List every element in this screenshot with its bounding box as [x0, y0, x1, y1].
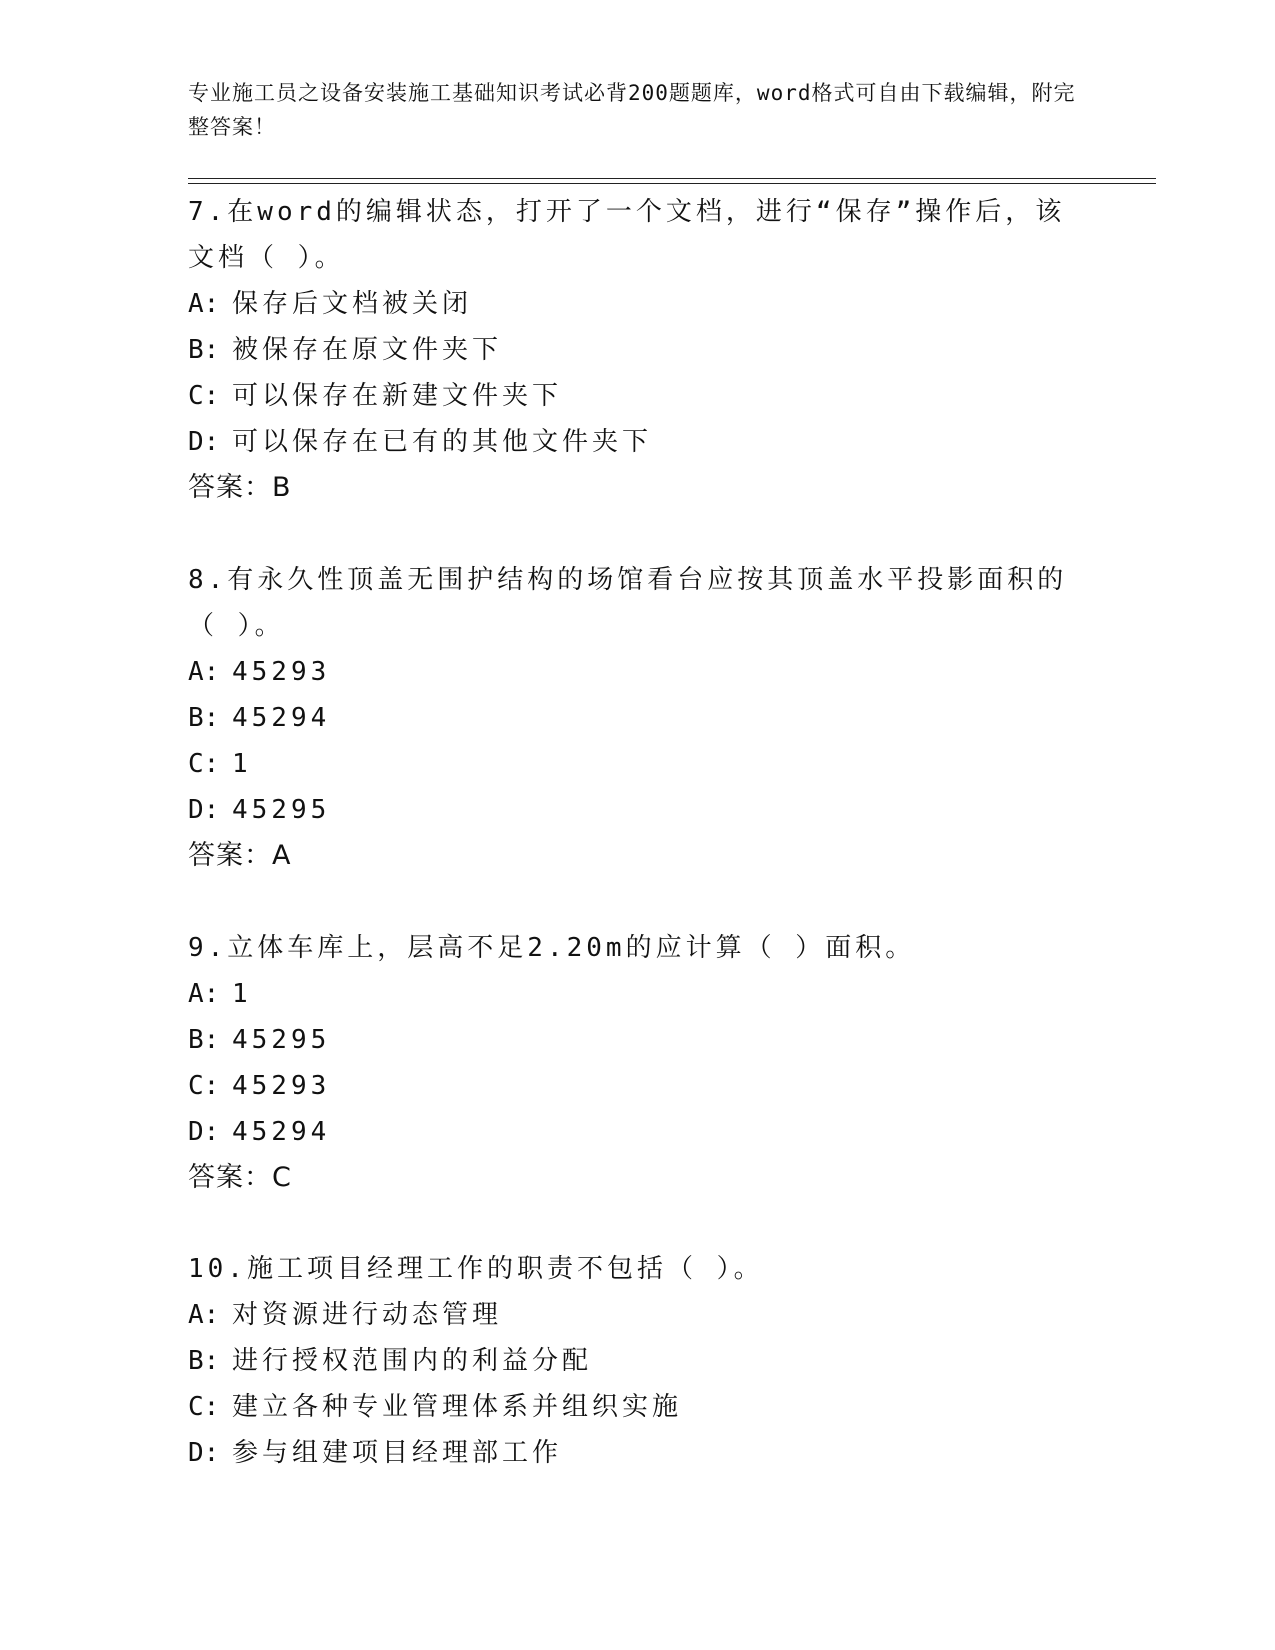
- question-10: [188, 1246, 1088, 1476]
- option-a: [188, 281, 1088, 327]
- option-letter: A:: [188, 979, 220, 1009]
- option-text: 1: [232, 749, 252, 779]
- question-7: [188, 189, 1088, 511]
- document-header: 专业施工员之设备安装施工基础知识考试必背200题题库，word格式可自由下载编辑，附完整答案！: [188, 81, 1076, 139]
- option-letter: C:: [188, 749, 220, 779]
- option-letter: A:: [188, 289, 220, 319]
- option-text: 1: [232, 979, 252, 1009]
- option-text: 对资源进行动态管理: [232, 1300, 503, 1330]
- question-stem: 9.立体车库上，层高不足2.20m的应计算（ ）面积。: [188, 933, 916, 963]
- option-text: 可以保存在新建文件夹下: [232, 381, 563, 411]
- option-text: 45295: [232, 1025, 331, 1055]
- option-letter: D:: [188, 1438, 220, 1468]
- option-d: [188, 1430, 1088, 1476]
- option-c: [188, 1063, 1088, 1109]
- option-text: 45294: [232, 1117, 331, 1147]
- option-a: [188, 971, 1088, 1017]
- option-letter: B:: [188, 703, 220, 733]
- option-c: [188, 1384, 1088, 1430]
- answer-line: 答案：A: [188, 840, 292, 871]
- option-c: [188, 741, 1088, 787]
- answer-line: 答案：B: [188, 472, 292, 503]
- option-letter: A:: [188, 1300, 220, 1330]
- option-letter: C:: [188, 381, 220, 411]
- option-letter: D:: [188, 427, 220, 457]
- option-letter: B:: [188, 335, 220, 365]
- option-letter: D:: [188, 1117, 220, 1147]
- option-text: 保存后文档被关闭: [232, 289, 473, 319]
- option-text: 45293: [232, 1071, 331, 1101]
- option-c: [188, 373, 1088, 419]
- option-b: [188, 327, 1088, 373]
- option-a: [188, 1292, 1088, 1338]
- option-d: [188, 1109, 1088, 1155]
- option-letter: C:: [188, 1071, 220, 1101]
- option-text: 进行授权范围内的利益分配: [232, 1346, 593, 1376]
- answer-line: 答案：C: [188, 1162, 292, 1193]
- option-letter: B:: [188, 1346, 220, 1376]
- option-text: 45293: [232, 657, 331, 687]
- option-text: 建立各种专业管理体系并组织实施: [232, 1392, 683, 1422]
- option-d: [188, 787, 1088, 833]
- option-letter: C:: [188, 1392, 220, 1422]
- option-letter: D:: [188, 795, 220, 825]
- option-letter: B:: [188, 1025, 220, 1055]
- option-a: [188, 649, 1088, 695]
- option-text: 被保存在原文件夹下: [232, 335, 503, 365]
- header-divider-top: [188, 178, 1156, 179]
- question-8: [188, 557, 1088, 879]
- option-text: 可以保存在已有的其他文件夹下: [232, 427, 653, 457]
- option-text: 45295: [232, 795, 331, 825]
- option-b: [188, 1017, 1088, 1063]
- question-9: [188, 925, 1088, 1201]
- question-stem: 10.施工项目经理工作的职责不包括（ ）。: [188, 1254, 764, 1284]
- option-letter: A:: [188, 657, 220, 687]
- option-text: 参与组建项目经理部工作: [232, 1438, 563, 1468]
- question-stem: 8.有永久性顶盖无围护结构的场馆看台应按其顶盖水平投影面积的（ ）。: [188, 565, 1068, 641]
- option-text: 45294: [232, 703, 331, 733]
- option-d: [188, 419, 1088, 465]
- option-b: [188, 1338, 1088, 1384]
- option-b: [188, 695, 1088, 741]
- header-divider-bottom: [188, 183, 1156, 184]
- question-stem: 7.在word的编辑状态，打开了一个文档，进行“保存”操作后，该文档（ ）。: [188, 197, 1066, 273]
